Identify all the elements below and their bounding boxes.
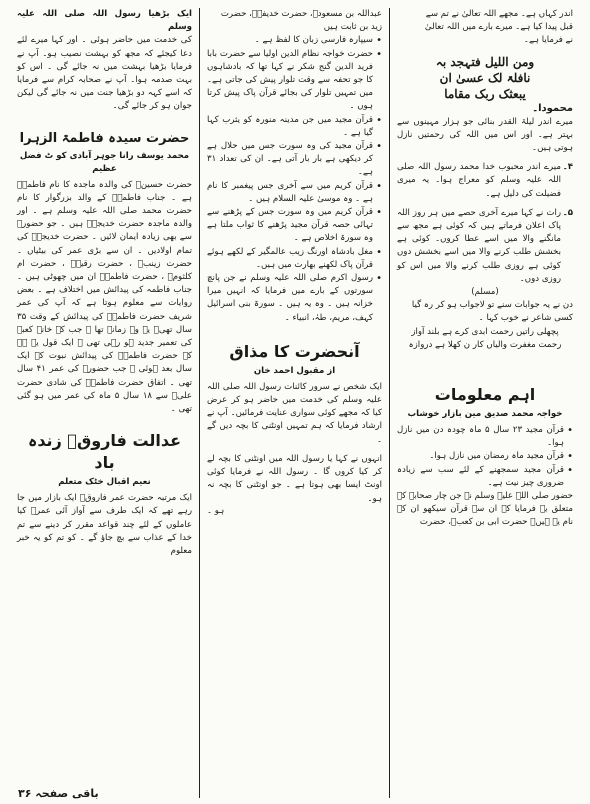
info-list [397, 424, 573, 490]
old-woman-title: ایک بڑھیا رسول اللہ صلی اللہ علیہ وسلم [17, 9, 192, 33]
fatima-heading: حضرت سیدہ فاطمۃ الزہرا [19, 130, 190, 146]
point-5 [397, 207, 573, 286]
point-4 [397, 161, 573, 201]
intro-line-1: اندر کہاں ہے۔ مجھے اللہ تعالیٰ نے تم سے [425, 9, 573, 19]
arabic-line-2: نافلۃ لک عسیٰ ان [439, 70, 531, 85]
point-5-number: ۵۔ [562, 207, 573, 218]
point-4-text: میرے اندر محبوب خدا محمد رسول اللہ صلی اللہ علیہ وسلم کو معراج ہوا۔ یہ میری فضیلت کی دلیل ہے۔ [397, 162, 561, 199]
fact-item: • رسول اکرم صلی اللہ علیہ وسلم نے جن پانچ سورتوں کے بارے میں فرمایا کہ انہیں میرا خزانہ ہیں ۔ وہ یہ ہیں ۔ سورۃ بنی اسرائیل کہف، مریم، طہٰ، انبیاء ۔ [207, 272, 382, 325]
fact-item: • قرآن مجید کی وہ سورت جس میں حلال ہے کر دیکھی ہے بار بار آتی ہے۔ ان کی تعداد ۳۱ ہے۔ [207, 140, 382, 180]
humor-heading: آنحضرت کا مذاق [229, 341, 360, 361]
quran-facts-list [207, 34, 382, 324]
intro-line-3: نے فرمایا ہے۔ [523, 35, 573, 46]
poem-line-2: رحمت مغفرت والیاں کار ن کھلا ہے دروازہ [408, 339, 562, 350]
old-woman-text: کی خدمت میں حاضر ہوئی ۔ اور کہا میرے لئے دعا کیجئے کہ مجھ کو بہشت نصیب ہو۔ آپ نے فرمایا بڑھیا بہشت میں نہ جائے گی ۔ اس کو بہت صدمہ ہوا۔ آپ نے صحابہ کرام سے فرمایا کہ اسے کہہ دو بڑھیا جنت میں نہ جائے گی لیکن جوان ہو کر جائے گی۔ [17, 35, 192, 112]
three-column-layout [10, 8, 580, 798]
column-end-mark: ہو ۔ [207, 505, 225, 516]
info-tail: حضور صلی اللہ علیہ وسلم نے جن چار صحابہ کے متعلق یہ فرمایا کہ ان سے قرآن سیکھو ان کے نام یہ ہیں۔ حضرت ابی بن کعبؓ، حضرت [397, 491, 573, 528]
info-item-2: • قرآن مجید ماہ رمضان میں نازل ہوا۔ [397, 450, 573, 463]
humor-byline: از مقبول احمد خان [253, 365, 336, 376]
column-right [390, 8, 580, 798]
fatima-text: حضرت حسینؓ کی والدہ ماجدہ کا نام فاطمہؓ ہے ۔ جناب فاطمہؓ کے والد بزرگوار کا نام حضرت محمد صلی اللہ علیہ وسلم ہے ۔ اور والدہ ماجدہ حضرت خدیجہؓ ہیں ۔ جو حضورؐ سے بھی زیادہ ایمان لائیں ۔ حضرت خدیجہؓ کی تمام اولادیں ۔ ان سے بڑی عمر کی بیٹیاں ۔ حضرت زینبؓ ، حضرت رقیہؓ ، حضرت ام کلثومؓ ، حضرت فاطمہؓ ان میں چھوٹی ہیں ۔ جناب فاطمہ کی پیدائش میں اختلاف ہے ۔ بعض روایات سے معلوم ہوتا ہے کہ آپ کی عمر شریف حضرت فاطمہؓ کی پیدائش کے وقت ۳۵ سال تھی۔ یہ وہ زمانہ تھا ۔ جب کہ خانہ کعبہ کی تعمیر جدید ہو رہی تھی ۔ ایک قول یہ ہے کہ حضرت فاطمہؓ کی پیدائش نبوت کے ایک سال بعد ہوئی ۔ جب حضورؐ کی عمر ۴۱ سال تھی ۔ اتفاق حضرت فاطمہؓ کی شادی حضرت علیؓ سے ۱۸ سال ۵ ماہ کی عمر میں ہو گئی تھی ۔ [17, 179, 192, 415]
info-byline: خواجہ محمد صدیق مین بازار خوشاب [407, 409, 563, 420]
info-heading: اہم معلومات [434, 385, 536, 405]
column-middle [200, 8, 390, 798]
closing-line-2: کسی شاعر نے خوب کہا ۔ [478, 313, 573, 324]
fact-item: • مغل بادشاہ اورنگ زیب عالمگیر کے لکھے ہوئے قرآن پاک لکھنے بھارت میں ہیں۔ [207, 246, 382, 272]
fact-item: • قرآن کریم میں وہ سورت جس کے پڑھنے سے تہائی حصہ قرآن مجید پڑھنے کا ثواب ملتا ہے وہ سورۃ اخلاص ہے ۔ [207, 206, 382, 246]
arabic-line-3: یبعثک ربک مقاما [444, 86, 526, 101]
arabic-verse [397, 54, 573, 102]
humor-text-2: انہوں نے کہا یا رسول اللہ میں اونٹنی کا بچہ لے کر کیا کروں گا ۔ رسول اللہ نے فرمایا کوئی اونٹ ایسا بھی ہوتا ہے ۔ جو اونٹنی کا بچہ نہ ہو۔ [207, 453, 382, 504]
mahmood-text: میرے اندر لیلۃ القدر بنائی جو ہزار مہینوں سے بہتر ہے۔ اور اس میں اللہ کی رحمتیں نازل ہوتی ہیں۔ [397, 116, 573, 154]
fact-item: • حضرت خواجہ نظام الدین اولیا سے حضرت بابا فرید الدین گنج شکر نے کہا تھا کہ بادشاہوں کا جو تحفہ سے وقت تلوار پیش کی جاتی ہے۔ میں تمہیں تلوار کی بجائے قرآن پاک پیش کرتا ہوں ۔ [207, 48, 382, 114]
info-item-3: • قرآن مجید سمجھنے کے لئے سب سے زیادہ ضروری چیز نیت ہے۔ [397, 464, 573, 490]
humor-text: ایک شخص نے سرور کائنات رسول اللہ صلی اللہ علیہ وسلم کی خدمت میں حاضر ہو کر عرض کیا کہ مجھے کوئی سواری عنایت فرمائیں۔ آپ نے ارشاد فرمایا کہ ہم تمہیں اونٹنی کا بچہ دیں گے ۔ [207, 381, 382, 445]
mid-top-line-1: عبداللہ بن مسعودؓ، حضرت خدیفہؓ، حضرت [220, 9, 382, 19]
info-item-1: • قرآن مجید ۲۳ سال ۵ ماہ چودہ دن میں نازل ہوا۔ [397, 424, 573, 450]
mahmood-label: محمودا۔ [532, 102, 573, 114]
intro-line-2: قبل پیدا کیا ہے۔ میرے بارے میں اللہ تعالیٰ [424, 22, 573, 33]
poem-line-1: پچھلی راتیں رحمت ابدی کرے ہے بلند آواز [411, 326, 559, 337]
fact-item: • قرآن مجید میں جن مدینہ منورہ کو یثرب کہا گیا ہے ۔ [207, 114, 382, 140]
column-left [10, 8, 200, 798]
hadith-source: (مسلم) [471, 287, 499, 298]
point-5-text: رات نے کہا میرے آخری حصے میں ہر روز اللہ پاک اعلان فرماتے ہیں کہ کوئی ہے مجھ سے مانگنے والا میں اسے عطا کروں۔ کوئی ہے بخشش طلب کرنے والا میں اسے بخشش دوں کوئی ہے روزی طلب کرنے والا میں اس کو روزی دوں۔ [397, 207, 561, 284]
point-4-number: ۴۔ [562, 162, 573, 173]
justice-heading: عدالت فاروقؓ زندہ باد [27, 431, 182, 473]
justice-byline: نعیم اقبال خٹک متعلم [58, 477, 151, 488]
fatima-byline: محمد یوسف رانا جوہر آبادی کو ٹ فضل عظیم [19, 150, 190, 174]
arabic-line-1: ومن اللیل فتہجد بہ [435, 54, 535, 69]
mid-top-line-2: زید بن ثابت ہیں [323, 22, 382, 33]
continued-on-page: باقی صفحہ ۳۶ [18, 787, 99, 800]
closing-line-1: دن نے یہ جوابات سنے تو لاجواب ہو کر رہ گیا [411, 300, 573, 311]
fact-item: • قرآن کریم میں سے آخری جس پیغمبر کا نام ہے ۔ وہ موسیٰ علیہ السلام ہیں ۔ [207, 180, 382, 206]
justice-text: ایک مرتبہ حضرت عمر فاروقؓ ایک بازار میں جا رہے تھے کہ ایک طرف سے آواز آئی عمرؓ کیا عاملوں کے لئے چند قواعد مقرر کر دینے سے تم خدا کے عذاب سے بچ جاؤ گے ۔ کو تم کو یہ خبر معلوم [17, 493, 192, 557]
fact-item: • سیپارہ فارسی زبان کا لفظ ہے ۔ [207, 34, 382, 47]
